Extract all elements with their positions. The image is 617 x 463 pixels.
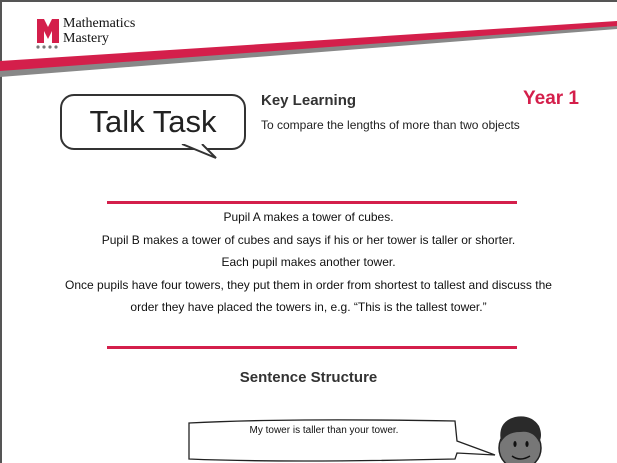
task-line: order they have placed the towers in, e.g. “This is the tallest tower.” <box>130 300 487 314</box>
child-face-icon <box>495 412 545 463</box>
key-learning-title: Key Learning <box>261 92 357 109</box>
brand-line1: Mathematics <box>63 16 136 31</box>
task-line: Once pupils have four towers, they put them in order from shortest to tallest and discuss the <box>65 277 552 292</box>
logo-icon <box>34 17 62 49</box>
brand-line2: Mastery <box>63 31 109 46</box>
brand-name <box>63 16 135 46</box>
key-learning-text: To compare the lengths of more than two objects <box>261 118 520 132</box>
task-description <box>0 206 617 319</box>
divider <box>107 201 517 204</box>
sentence-structure-title: Sentence Structure <box>239 369 378 386</box>
task-line: Each pupil makes another tower. <box>221 255 396 269</box>
divider <box>107 346 517 349</box>
year-label: Year 1 <box>523 88 579 109</box>
sentence-example: My tower is taller than your tower. <box>249 425 399 436</box>
talk-task-bubble: Talk Task <box>60 94 246 150</box>
speech-bubble <box>185 417 500 463</box>
task-line: Pupil A makes a tower of cubes. <box>223 210 394 224</box>
bubble-tail <box>180 144 220 164</box>
task-line: Pupil B makes a tower of cubes and says if his or her tower is taller or shorter. <box>101 232 516 247</box>
